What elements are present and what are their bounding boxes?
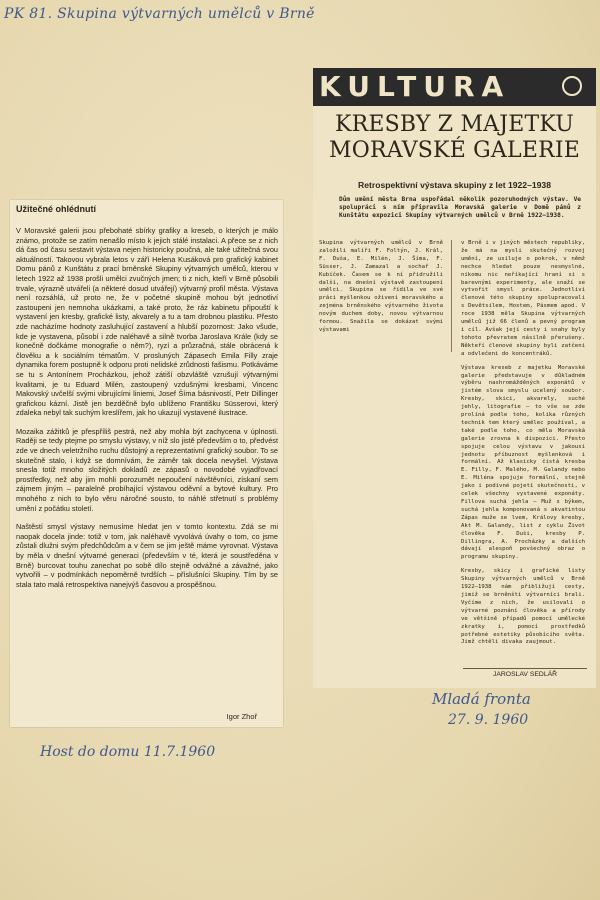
left-paragraph: V Moravské galerii jsou přebohaté sbírky grafiky a kreseb, o kterých je málo známo, protože se zatím nenašlo místo k jejich stálé instalaci. A přece se z nich dá čas od času sestavit výstava nejen historicky poučná, ale také užitečná svou aktuálností. Takovou vybrala letos v září Helena Kusáková pro grafický kabinet Domu pánů z Kunštátu z prací brněnské Skupiny výtvarných umělců, kterou v letech 1922 až 1938 prošli umělci zvučných jmen; ti z nich, kteří v Brně působili trvale, výrazně utvářeli (a některé dosud utvářejí) výtvarný profil města. Výstava není rozsáhlá, už proto ne, že v početné skupině mohou být jednotliví zastoupeni jen nemnoha ukázkami, a také proto, že ráz kabinetu připouští k vystavení jen kresby, grafické listy, akvarely a tu a tam drobnou plastiku. Přesto zde nacházíme hodnoty zasluhující zastavení a hlubší pozornost: Jako všude, kde je vystavena, působí i zde naléhavě a silně tvorba Jaroslava Krále (kdy se konečně dočkáme monografie o něm?), ryzí a průzračná, stále obrácená k člověku a k sociálním tématům. V prosluných Zápasech Emila Filly zraje dynamika forem postupně k odporu proti nelidské zrůdnosti fašismu. Potkáváme se tu s Antonínem Procházkou, jehož zátiší obzvláště vzrušují výtvarnými kvalitami, je tu Eduard Milén, zastoupený vzdušnými kresbami, Vincenc Makovský uvčelší svými vibrujícími liniemi, Josef Šíma básnivostí, Petr Dillinger grafickou kázní. Jistě jen bezděčně bylo ublíženo Františku Süsserovi, který zdaleka nebyl tak suchým kreslířem, jak ho ukazují vystavené ilustrace. — [16, 226, 278, 418]
column-paragraph: v Brně i v jiných městech republiky, že má na mysli skutečný rozvoj umění, ze usiluje o pokrok, v němž nechce hledat pouze nesmyslné, nikomu nic neříkající hraní si s barevnými experimenty, ale snaží se vytvořit smysl práce. Jednotliví členové této skupiny spolupracovali s Devětsilem, Hostem, Pásmem apod. V roce 1938 měla Skupina výtvarných umělců již 66 členů a pevný program i cíl. Avšak její cesty i snahy byly tohoto převratem násilně přerušeny. Někteří členové skupiny byli zatčeni a odvlečeni do koncentráků. — [461, 240, 585, 357]
banner-emblem-icon — [562, 76, 582, 96]
kultura-banner — [313, 68, 596, 106]
article-column-2 — [461, 240, 585, 653]
banner-text: KULTURA — [319, 70, 511, 103]
column-divider — [451, 240, 452, 352]
left-paragraph: Mozaika zážitků je přespříliš pestrá, než aby mohla být zachycena v úplnosti. Raději se tedy ptejme po smyslu výstavy, v níž slo jistě především o to, předvést zde ve dnech veletržního ruchu důstojný a reprezentativní grafický soubor. To se skutečně stalo, i když se domnívám, že záměr tak docela nevyšel. Výstava snesla totiž mnoho složitých dokladů ze zápasů o novodobé vyjadřovací prostředky, než aby jim mohli porozumět nepoučení návštěvníci, získaní sem zájmem jiným – paralelně probíhající výstavou oděvní a bytové kultury. Pro mnohého z nich to bylo věru náročné sousto, to náhlé střetnutí s problémy umění z počátku století. — [16, 426, 278, 513]
handwritten-top-note: PK 81. Skupina výtvarných umělců v Brně — [4, 6, 315, 22]
headline-line-2: MORAVSKÉ GALERIE — [328, 138, 580, 163]
article-column-1 — [319, 240, 443, 341]
left-paragraph: Naštěstí smysl výstavy nemusíme hledat jen v tomto kontextu. Zdá se mi naopak docela jinde: totiž v tom, jak naléhavě vyvolává úvahy o tom, co jsme zůstali dlužni svým předchůdcům a v čem se jim ještě máme vyrovnat. Výstava by měla v dnešní výtvarné generaci (především v té, která je soustředěna v Brně) burcovat touhu zanechat po sobě dílo stejně odvážné a závažné, jako vytvořili – v podmínkách nepoměrně tvrdších – příslušníci Skupiny. Tím by se stala tato malá retrospektiva nanejvýš časovou a prospěšnou. — [16, 522, 278, 589]
right-clipping — [313, 68, 596, 688]
column-paragraph: Výstava kreseb z majetku Moravské galerie představuje v důkladném výběru nashromážděných exponátů v jistém slova smyslu ucelený soubor. Kresby, skici, akvarely, suché jehly, litografie – to vše se zde prolíná podle toho, kolika různých technik tem který umělec používal, a také podle toho, co měla Moravská galerie zrovna k dispozici. Přesto spojuje celou výstavu v jakousi jednotu příbuznost myšlenková i formální. Až klasicky čistá kresba E. Filly, F. Malého, M. Galandy nebo E. Miléna spojuje formální, stejně jako i podivné pojetí skutečnosti, v celek všechny vystavené exponáty. Fillova suchá jehla – Muž s býkem, suchá jehla komponovaná s akvatintou Zápas muže se lvem, Královy kresby, Akt M. Galandy, list z cyklu Život člověka F. Duši, kresby P. Dillingra, A. Procházky a dalších dávají alespoň povšechný obraz o programu skupiny. — [461, 364, 585, 561]
article-byline: JAROSLAV SEDLÁŘ — [463, 668, 587, 678]
column-paragraph: Skupina výtvarných umělců v Brně založili malíři F. Foltýn, J. Král, F. Duša, E. Milén, J. Šíma, F. Süsser, J. Zamazal a sochař J. Kubíček. Časem se k ní přidružili další, na dnešní výstavě zastoupení umělci. Skupina se řídila ve své práci myšlenkou oživení moravského a zejména brněnského výtvarného života novým duchem doby, novou výtvarnou formou. Snažila se dokázat svými výstavami — [319, 240, 443, 333]
article-subhead: Retrospektivní výstava skupiny z let 1922–1938 — [358, 180, 551, 190]
left-clipping — [10, 200, 283, 727]
handwritten-source: Mladá fronta — [432, 690, 531, 708]
handwritten-bottom-note: Host do domu 11.7.1960 — [40, 744, 216, 760]
headline-line-1: KRESBY Z MAJETKU — [334, 112, 575, 137]
left-clipping-author: Igor Zhoř — [226, 712, 257, 721]
handwritten-date: 27. 9. 1960 — [448, 712, 529, 728]
article-headline — [313, 112, 596, 164]
column-paragraph: Kresby, skicy i grafické listy Skupiny výtvarných umělců v Brně 1922–1938 nám přibližují cesty, jimiž se brněnští výtvarníci brali. Vyčíme z nich, že usilovali o výtvarné poznání člověka a přírody ve většině případů pomocí umělecké zkratky i, pomocí prostředků potřebné estetiky působícího světa. Jimž chtěli divaka zaujmout. — [461, 568, 585, 646]
left-clipping-title: Užitečné ohlédnutí — [16, 204, 97, 214]
article-lead: Dům umění města Brna uspořádal několik pozoruhodných výstav. Ve spolupráci s ním připravila Moravská galerie v Domě pánů z Kunštátu expozici Skupiny výtvarných umělců v Brně 1922–1938. — [339, 196, 581, 220]
